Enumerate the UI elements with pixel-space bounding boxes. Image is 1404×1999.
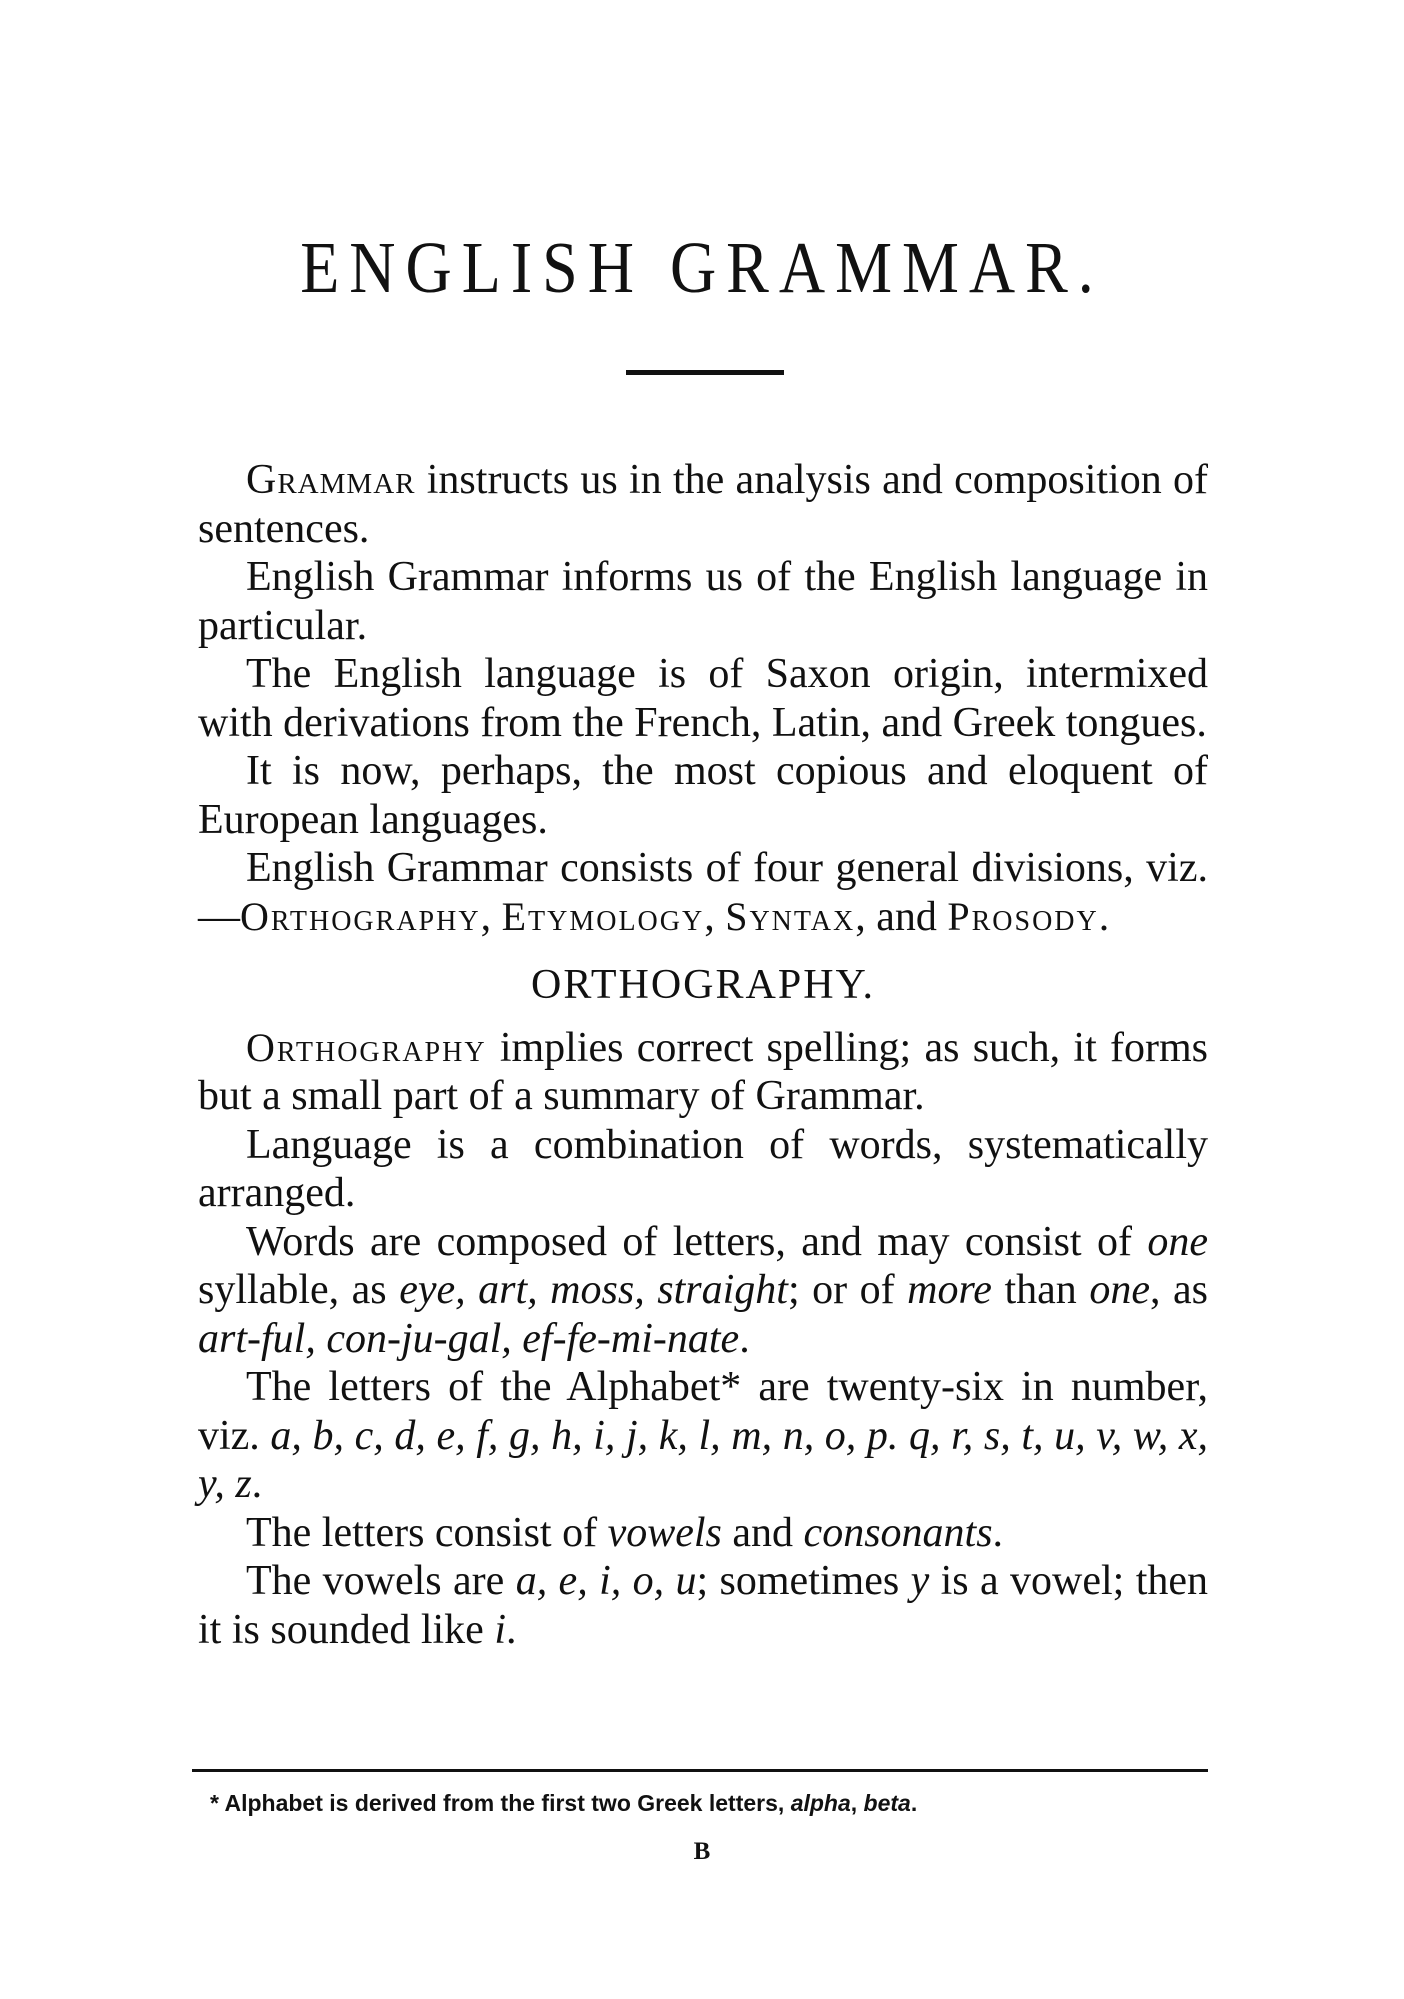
division-syntax: Syntax (725, 893, 856, 939)
paragraph-text: The vowels are (246, 1558, 516, 1604)
period: . (992, 1509, 1004, 1556)
italic-term: one (1147, 1218, 1208, 1265)
paragraph-language-origin: The English language is of Saxon origin, intermixed with derivations from the French, Latin, and Greek tongues. (198, 651, 1208, 746)
italic-term: more (907, 1267, 992, 1313)
section-heading-orthography: ORTHOGRAPHY. (531, 962, 875, 1008)
term-grammar: Grammar (246, 457, 416, 503)
body-text (198, 456, 1208, 1654)
paragraph-divisions (198, 844, 1208, 941)
italic-term: consonants (803, 1509, 993, 1556)
paragraph-text: Words are composed of letters, and may consist of (246, 1218, 1148, 1265)
paragraph-english-grammar: English Grammar informs us of the English language in particular. (198, 554, 1208, 649)
period: . (1098, 893, 1110, 940)
paragraph-text: implies correct spelling; as such, it forms but a small part of a summary of Grammar. (198, 1024, 1208, 1119)
paragraph-orthography-definition (198, 1024, 1208, 1121)
italic-term: beta (863, 1790, 911, 1816)
division-etymology: Etymology (501, 893, 705, 939)
separator: , (480, 893, 502, 940)
division-orthography: Orthography (240, 893, 481, 939)
paragraph-vowels (198, 1557, 1208, 1654)
alphabet-letters: a, b, c, d, e, f, g, h, i, j, k, l, m, n, o, p. q, r, s, t, u, v, w, x, y, z (198, 1412, 1208, 1507)
paragraph-text: The letters consist of (246, 1509, 608, 1556)
italic-term: alpha (790, 1790, 851, 1816)
separator: , (850, 1790, 864, 1816)
separator: , (704, 893, 726, 940)
italic-examples: eye, art, moss, straight (399, 1267, 788, 1313)
paragraph-alphabet (198, 1363, 1208, 1509)
paragraph-text: English Grammar consists of four general divisions, viz.— (198, 845, 1208, 940)
separator: , and (855, 893, 948, 940)
paragraph-text: syllable, as (198, 1267, 400, 1313)
period: . (251, 1461, 263, 1507)
period: . (506, 1606, 517, 1653)
paragraph-letters-consist (198, 1509, 1208, 1558)
paragraph-text: and (721, 1509, 804, 1556)
paragraph-copious: It is now, perhaps, the most copious and eloquent of European languages. (198, 748, 1208, 843)
italic-term: y (910, 1558, 930, 1604)
paragraph-text: is a vowel; then it is sounded like (198, 1558, 1209, 1653)
vowel-list: a, e, i, o, u (515, 1558, 697, 1604)
paragraph-text: The letters of the Alphabet* are twenty-six in number, viz. (198, 1364, 1208, 1459)
paragraph-text: , as (1149, 1267, 1208, 1313)
period: . (910, 1790, 918, 1816)
period: . (739, 1315, 750, 1362)
paragraph-grammar-definition (198, 456, 1208, 553)
signature-mark: B (693, 1838, 711, 1865)
paragraph-language-definition: Language is a combination of words, systematically arranged. (198, 1121, 1208, 1216)
paragraph-text: ; or of (787, 1267, 908, 1313)
italic-term: i (494, 1606, 506, 1653)
division-prosody: Prosody (947, 893, 1099, 939)
italic-term: one (1089, 1267, 1150, 1313)
italic-term: vowels (607, 1509, 722, 1556)
italic-examples: art-ful, con-ju-gal, ef-fe-mi-nate (198, 1315, 740, 1362)
footnote-text: * Alphabet is derived from the first two Greek letters, (210, 1790, 791, 1816)
footnote-rule (192, 1769, 1208, 1772)
paragraph-text: instructs us in the analysis and composition of sentences. (198, 457, 1208, 552)
paragraph-text: than (991, 1267, 1090, 1313)
page-title: ENGLISH GRAMMAR. (300, 226, 1104, 309)
term-orthography: Orthography (246, 1024, 487, 1070)
paragraph-words (198, 1218, 1208, 1364)
footnote (210, 1788, 1210, 1818)
title-rule (626, 370, 784, 375)
paragraph-text: ; sometimes (696, 1558, 911, 1604)
